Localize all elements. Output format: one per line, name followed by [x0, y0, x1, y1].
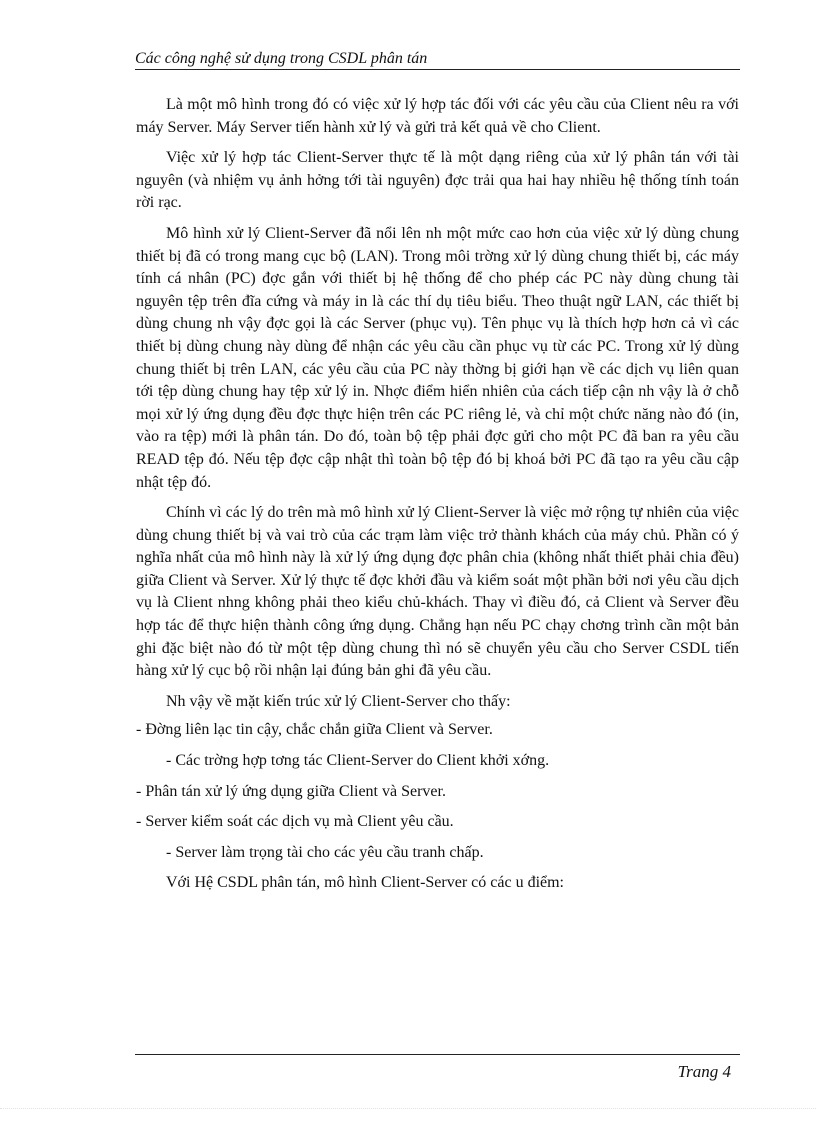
list-item: - Phân tán xử lý ứng dụng giữa Client và Server. — [136, 782, 446, 800]
page-edge-divider — [0, 1108, 816, 1109]
closing-paragraph: Với Hệ CSDL phân tán, mô hình Client-Server có các u điểm: — [166, 874, 564, 892]
paragraph-5: Nh vậy về mặt kiến trúc xử lý Client-Server cho thấy: — [166, 692, 511, 710]
paragraph-1: Là một mô hình trong đó có việc xử lý hợp tác đối với các yêu cầu của Client nêu ra với máy Server. Máy Server tiến hành xử lý và gửi trả kết quả về cho Client. — [136, 96, 739, 136]
list-item: - Đờng liên lạc tin cậy, chắc chắn giữa Client và Server. — [136, 721, 493, 739]
running-header: Các công nghệ sử dụng trong CSDL phân tán — [135, 50, 428, 67]
list-item: - Các trờng hợp tơng tác Client-Server do Client khởi xớng. — [166, 752, 550, 770]
header-rule — [135, 69, 740, 70]
footer-rule — [135, 1054, 740, 1055]
list-item: - Server làm trọng tài cho các yêu cầu tranh chấp. — [166, 843, 484, 861]
list-item: - Server kiểm soát các dịch vụ mà Client yêu cầu. — [136, 813, 454, 831]
paragraph-4: Chính vì các lý do trên mà mô hình xử lý Client-Server là việc mở rộng tự nhiên của việc dùng chung thiết bị và vai trò của các trạm làm việc trở thành khách của máy chủ. Phần có ý nghĩa nhất của mô hình này là xử lý ứng dụng đợc phân chia (không nhất thiết phải chia đều) giữa Client và Server. Xử lý thực tế đợc khởi đầu và kiểm soát một phần bởi nơi yêu cầu dịch vụ là Client nhng không phải theo kiểu chủ-khách. Thay vì điều đó, cả Client và Server đều hợp tác để thực hiện thành công ứng dụng. Chẳng hạn nếu PC chạy chơng trình cần một bản ghi đặc biệt nào đó từ một tệp dùng chung thì nó sẽ chuyển yêu cầu cho Server CSDL tiến hàng xử lý cục bộ rồi nhận lại đúng bản ghi đã yêu cầu. — [136, 504, 739, 680]
page-number: Trang 4 — [677, 1062, 731, 1081]
paragraph-3: Mô hình xử lý Client-Server đã nổi lên nh một mức cao hơn của việc xử lý dùng chung thiết bị đã có trong mang cục bộ (LAN). Trong môi trờng xử lý dùng chung thiết bị, các máy tính cá nhân (PC) đợc gắn với thiết bị hệ thống để cho phép các PC này dùng chung tài nguyên tệp trên đĩa cứng và máy in là các thí dụ tiêu biểu. Theo thuật ngữ LAN, các thiết bị dùng chung nh vậy đợc gọi là các Server (phục vụ). Tên phục vụ là thích hợp hơn cả vì các thiết bị dùng chung này dùng để nhận các yêu cầu cần phục vụ từ các PC. Trong xử lý dùng chung thiết bị trên LAN, các yêu cầu của PC này thờng bị giới hạn về các dịch vụ liên quan tới tệp dùng chung hay tệp xử lý in. Nhợc điểm hiển nhiên của cách tiếp cận nh vậy là ở chỗ mọi xử lý ứng dụng đều đợc thực hiện trên các PC riêng lẻ, và chỉ một chức năng nào đó (in, vào ra tệp) mới là phân tán. Do đó, toàn bộ tệp phải đợc gửi cho một PC đã ban ra yêu cầu READ tệp đó. Nếu tệp đợc cập nhật thì toàn bộ tệp đó bị khoá bởi PC đã tạo ra yêu cầu cập nhật tệp đó. — [136, 224, 739, 491]
paragraph-2: Việc xử lý hợp tác Client-Server thực tế là một dạng riêng của xử lý phân tán với tài nguyên (và nhiệm vụ ảnh hởng tới tài nguyên) đợc trải qua hai hay nhiều hệ thống tính toán rời rạc. — [136, 149, 739, 212]
page-body — [136, 94, 739, 903]
